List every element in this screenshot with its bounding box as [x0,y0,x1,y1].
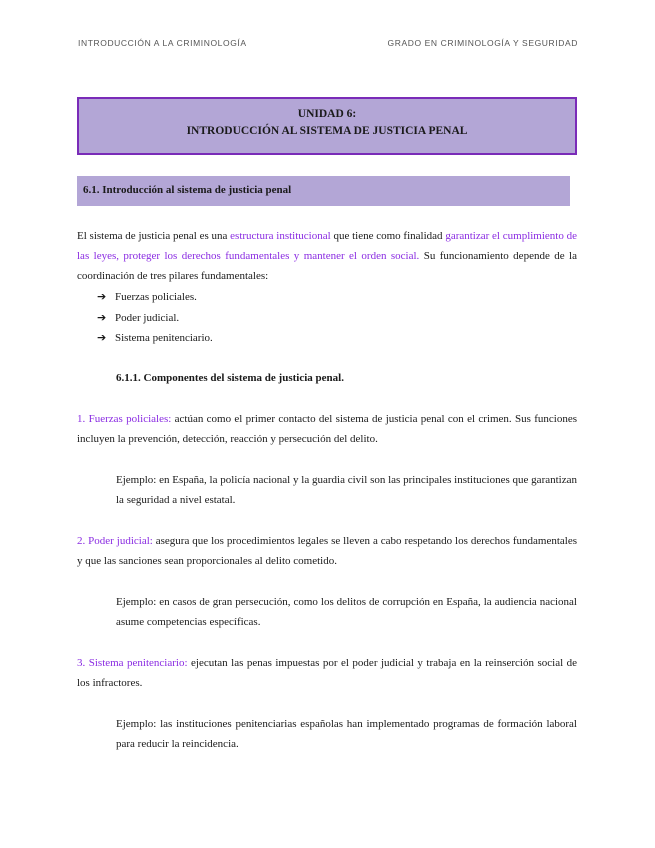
example-paragraph: Ejemplo: en España, la policía nacional y la guardia civil son las principales instituciones que garantizan la seguridad a nivel estatal. [116,474,577,506]
arrow-right-icon: ➔ [97,290,107,303]
component-paragraph [77,531,577,571]
subsection-heading: 6.1.1. Componentes del sistema de justicia penal. [116,372,344,384]
list-item [97,328,213,349]
intro-text-2: que tiene como finalidad [330,230,446,242]
pillars-list [97,287,213,349]
page-header-left: INTRODUCCIÓN A LA CRIMINOLOGÍA [78,38,247,48]
component-label: 1. Fuerzas policiales: [77,413,172,425]
component-paragraph [77,653,577,693]
intro-highlight-1: estructura institucional [230,230,331,242]
section-heading: 6.1. Introducción al sistema de justicia penal [77,176,570,206]
list-item [97,287,213,308]
component-label: 2. Poder judicial: [77,535,153,547]
page-header-right: GRADO EN CRIMINOLOGÍA Y SEGURIDAD [387,38,578,48]
list-item-text: Poder judicial. [115,311,180,324]
intro-paragraph [77,226,577,286]
list-item-text: Fuerzas policiales. [115,291,197,303]
unit-number: UNIDAD 6: [297,108,357,120]
component-text: actúan como el primer contacto del sistema de justicia penal con el crimen. Sus funciones incluyen la prevención, detección, reacción y persecución del delito. [77,413,577,445]
arrow-right-icon: ➔ [97,331,107,344]
arrow-right-icon: ➔ [97,310,107,324]
unit-title-box [77,97,577,155]
unit-title: INTRODUCCIÓN AL SISTEMA DE JUSTICIA PENAL [186,125,468,137]
component-text: ejecutan las penas impuestas por el poder judicial y trabaja en la reinserción social de los infractores. [77,657,577,689]
component-label: 3. Sistema penitenciario: [77,657,188,669]
intro-text-1: El sistema de justicia penal es una [77,230,231,242]
intro-text-3: Su funcionamiento depende de la coordinación de tres pilares fundamentales: [77,250,577,282]
component-paragraph [77,409,577,449]
example-paragraph: Ejemplo: las instituciones penitenciarias españolas han implementado programas de formación laboral para reducir la reincidencia. [116,718,577,750]
intro-highlight-2: garantizar el cumplimiento de las leyes, proteger los derechos fundamentales y mantener el orden social. [77,230,578,262]
component-text: asegura que los procedimientos legales se lleven a cabo respetando los derechos fundamentales y que las sanciones sean proporcionales al delito cometido. [77,535,577,567]
list-item-text: Sistema penitenciario. [115,332,213,344]
list-item [97,308,213,329]
example-paragraph: Ejemplo: en casos de gran persecución, como los delitos de corrupción en España, la audiencia nacional asume competencias específicas. [116,596,577,628]
